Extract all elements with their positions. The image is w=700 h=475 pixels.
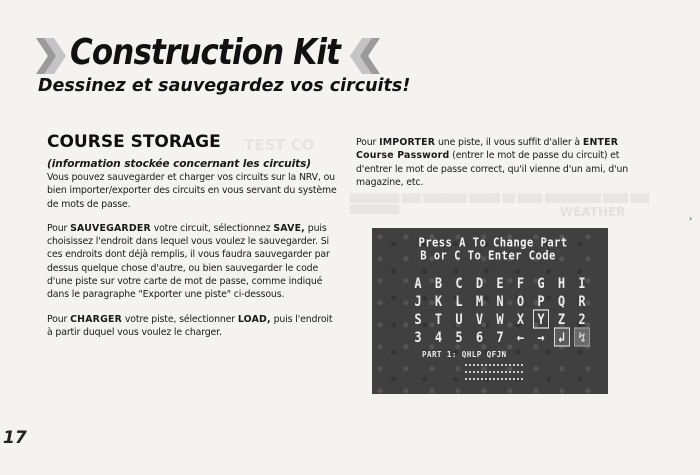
keyboard-key[interactable]: S [414,310,422,328]
part-code-label: PART 1: QHLP QFJN [422,350,507,359]
keyboard-key[interactable]: U [455,310,463,328]
keyboard-key[interactable]: 5 [455,328,463,346]
keyboard-key[interactable]: J [414,292,422,310]
keyboard-key[interactable]: H [557,274,566,292]
save-option: SAVE, [273,222,305,234]
keyboard-key[interactable]: N [496,292,504,310]
keyboard-key[interactable]: I [578,274,586,292]
keyboard-key[interactable]: Z [557,310,566,328]
keyboard-key[interactable]: ↯ [574,327,590,346]
keyboard-key[interactable]: ↲ [554,327,570,346]
bleed-through-heading: WEATHER [560,205,626,219]
keyboard-key[interactable]: P [537,292,545,310]
code-slot-row [465,364,523,366]
code-slot-row [465,371,523,373]
page-header [36,34,596,106]
game-instruction-line-2: B or C To Enter Code [420,249,556,263]
import-paragraph: Pour IMPORTER une piste, il vous suffit d'aller à ENTER Course Password (entrer le mot de passe du circuit) et d'entrer le mot de passe correct, qu'il vienne d'un ami, d'un magazine, etc. [356,137,629,188]
keyboard-key[interactable]: ← [516,328,525,346]
keyboard-key[interactable]: 7 [496,328,504,346]
save-paragraph: Pour SAUVEGARDER votre circuit, sélectionnez SAVE, puis choisissez l'endroit dans lequel vous voulez le sauvegarder. Si ces endroits dont déjà remplis, il vous faudra sauvegarder par dessus quelque chose d'autre, ou bien sauvegarder le code d'une piste sur votre carte de mot de passe, comme indiqué dans le paragraphe "Exporter une piste" ci-dessous. [47,222,330,301]
section-title: COURSE STORAGE [47,132,221,152]
keyboard-key[interactable]: X [516,310,525,328]
bleed-through-text: ████████ ███ ███████ █████ ██ ████ █████████ ████ ███ ████████ [350,194,650,214]
keyboard-key[interactable]: B [434,274,443,292]
keyboard-key[interactable]: F [516,274,525,292]
right-column [356,136,640,200]
keyboard-key[interactable]: W [496,310,504,328]
keyboard-key[interactable]: Y [533,309,549,328]
game-screenshot [372,228,608,394]
load-option: LOAD, [237,313,271,325]
keyboard-key[interactable]: C [455,274,463,292]
save-keyword: SAUVEGARDER [70,222,151,234]
enter-password-option: ENTER Course Password [356,137,619,162]
edge-mark: › [689,214,693,223]
double-chevron-left-icon [350,38,380,74]
double-chevron-right-icon [36,38,66,74]
page-number: 17 [3,428,27,448]
game-instruction-line-1: Press A To Change Part [418,236,568,250]
keyboard-key[interactable]: A [414,274,422,292]
keyboard-key[interactable]: O [516,292,525,310]
bleed-through-heading: TEST CO [244,136,315,154]
page-title: Construction Kit [70,32,341,73]
keyboard-key[interactable]: D [475,274,484,292]
code-slot-row [465,378,523,380]
intro-paragraph: Vous pouvez sauvegarder et charger vos circuits sur la NRV, ou bien importer/exporter des circuits en vous servant du système de mots de passe. [47,172,337,210]
keyboard-key[interactable]: L [455,292,463,310]
keyboard-key[interactable]: Q [557,292,566,310]
keyboard-key[interactable]: 4 [434,328,443,346]
keyboard-key[interactable]: 3 [414,328,422,346]
keyboard-key[interactable]: K [434,292,443,310]
keyboard-key[interactable]: → [537,328,545,346]
keyboard-key[interactable]: M [475,292,484,310]
left-column [47,132,337,350]
section-subtitle: (information stockée concernant les circuits) [47,158,312,170]
keyboard-key[interactable]: V [475,310,484,328]
keyboard-key[interactable]: 2 [578,310,586,328]
load-paragraph: Pour CHARGER votre piste, sélectionner LOAD, puis l'endroit à partir duquel vous voulez le charger. [47,313,333,338]
page-subtitle: Dessinez et sauvegardez vos circuits! [38,76,411,96]
keyboard-key[interactable]: R [578,292,586,310]
keyboard-key[interactable]: T [434,310,443,328]
keyboard-key[interactable]: G [537,274,545,292]
keyboard-key[interactable]: 6 [475,328,484,346]
load-keyword: CHARGER [70,313,123,325]
import-keyword: IMPORTER [379,137,436,148]
keyboard-key[interactable]: E [496,274,504,292]
